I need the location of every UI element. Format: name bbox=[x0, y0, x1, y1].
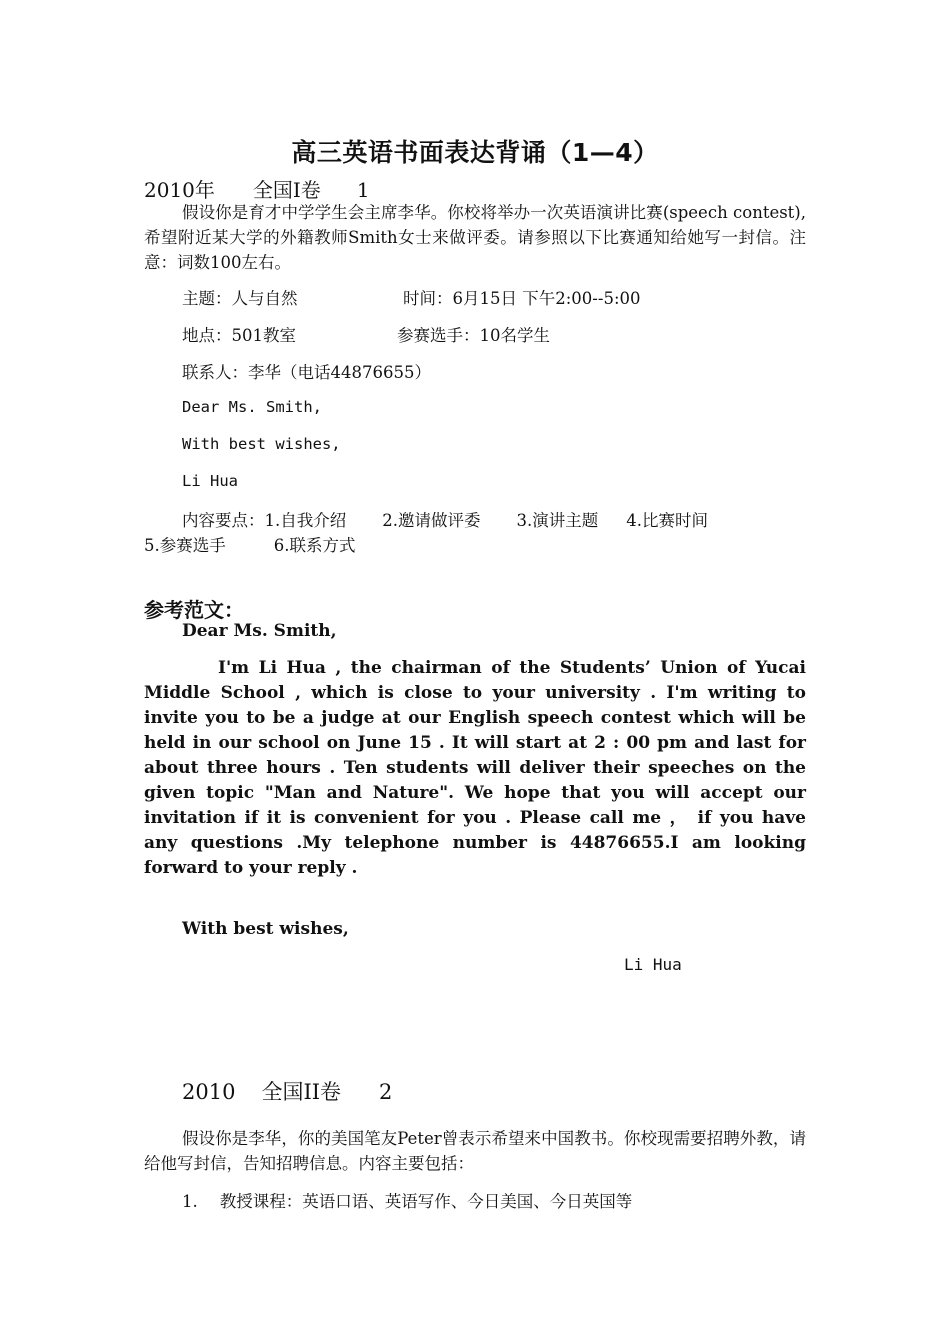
section1-year: 2010年 bbox=[144, 178, 215, 202]
point-5: 5.参赛选手 bbox=[144, 536, 226, 555]
letter-signature: Li Hua bbox=[182, 472, 238, 490]
sample-signature: Li Hua bbox=[624, 955, 682, 974]
point-1: 内容要点：1.自我介绍 bbox=[182, 511, 347, 530]
section2-year: 2010 bbox=[182, 1080, 236, 1104]
point-2: 2.邀请做评委 bbox=[382, 511, 481, 530]
content-points-line2 bbox=[144, 533, 356, 558]
item-1-number: 1. bbox=[182, 1192, 198, 1211]
notice-topic: 主题：人与自然 bbox=[182, 289, 298, 308]
section2-heading bbox=[182, 1076, 392, 1106]
sample-closing: With best wishes, bbox=[182, 919, 349, 939]
section1-number: 1 bbox=[356, 178, 370, 202]
item-1-text: 教授课程：英语口语、英语写作、今日美国、今日英国等 bbox=[219, 1192, 633, 1211]
section1-paper: 全国I卷 bbox=[252, 178, 321, 202]
point-4: 4.比赛时间 bbox=[626, 511, 708, 530]
notice-place: 地点：501教室 bbox=[182, 326, 296, 345]
section2-prompt: 假设你是李华，你的美国笔友Peter曾表示希望来中国教书。你校现需要招聘外教，请给他写封信，告知招聘信息。内容主要包括： bbox=[144, 1129, 806, 1173]
letter-salutation: Dear Ms. Smith, bbox=[182, 398, 322, 416]
sample-salutation: Dear Ms. Smith, bbox=[182, 621, 337, 641]
sample-heading: 参考范文： bbox=[144, 598, 244, 622]
point-6: 6.联系方式 bbox=[273, 536, 356, 555]
notice-time: 时间：6月15日 下午2:00--5:00 bbox=[403, 289, 641, 308]
notice-contact: 联系人：李华（电话44876655） bbox=[182, 363, 431, 382]
sample-body: I'm Li Hua , the chairman of the Students’ Union of Yucai Middle School , which is close to your university . I'm writing to invite you to be a judge at our English speech contest which will be held in our school on June 15 . It will start at 2 : 00 pm and last for about three hours . Ten students will deliver their speeches on the given topic "Man and Nature". We hope that you will accept our invitation if it is convenient for you . Please call me ， if you have any questions .My telephone number is 44876655.I am looking forward to your reply . bbox=[144, 658, 806, 878]
section2-number: 2 bbox=[379, 1080, 393, 1104]
section2-item-1 bbox=[182, 1189, 632, 1214]
page-title: 高三英语书面表达背诵（1—4） bbox=[291, 138, 659, 167]
section1-prompt: 假设你是育才中学学生会主席李华。你校将举办一次英语演讲比赛(speech contest),希望附近某大学的外籍教师Smith女士来做评委。请参照以下比赛通知给她写一封信。注意：词数100左右。 bbox=[144, 203, 806, 272]
point-3: 3.演讲主题 bbox=[516, 511, 599, 530]
notice-contestants: 参赛选手：10名学生 bbox=[397, 326, 550, 345]
letter-closing: With best wishes, bbox=[182, 435, 341, 453]
section1-heading bbox=[144, 174, 370, 203]
content-points-line1 bbox=[182, 508, 708, 533]
section2-paper: 全国II卷 bbox=[261, 1080, 342, 1104]
